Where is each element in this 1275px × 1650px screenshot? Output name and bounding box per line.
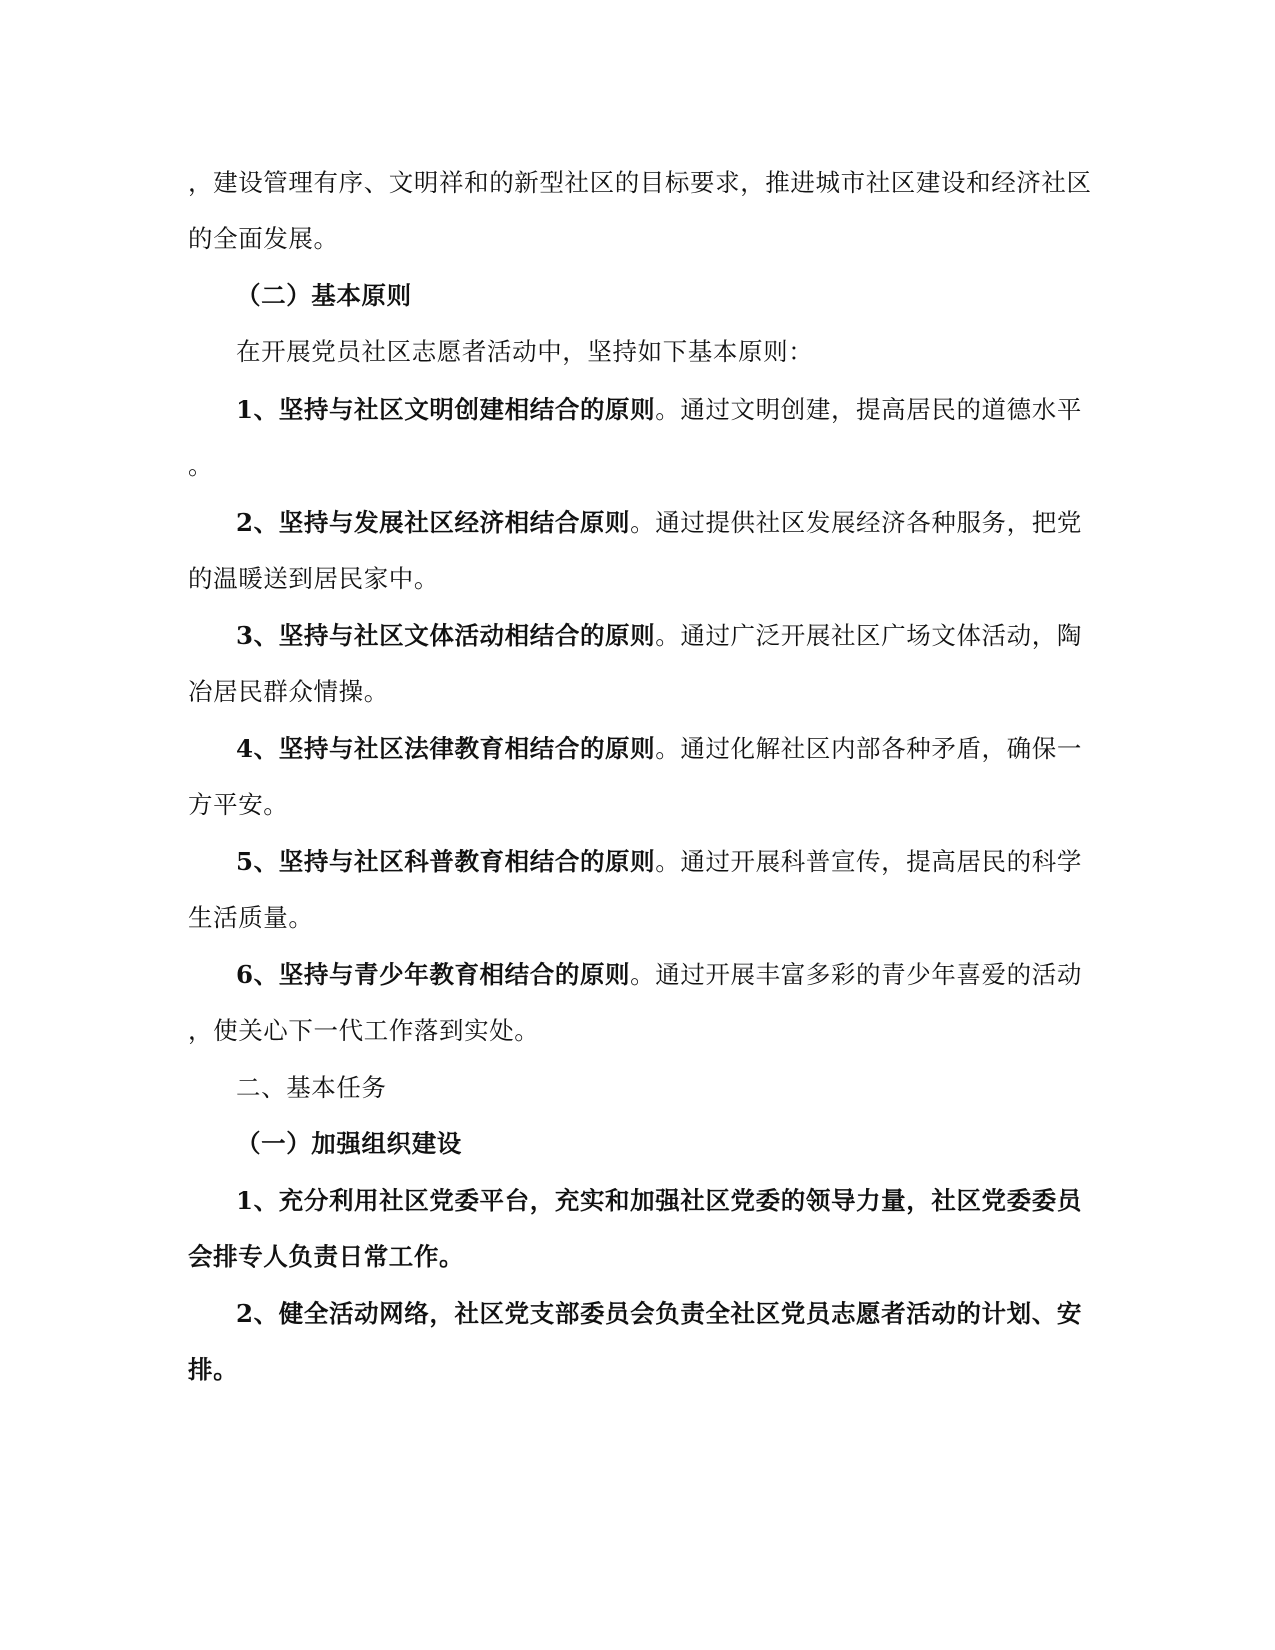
principle-4-line-1 <box>236 729 1082 769</box>
principle-3-title: 3、坚持与社区文体活动相结合的原则 <box>236 621 656 650</box>
principle-2-text: 。通过提供社区发展经济各种服务，把党 <box>630 508 1082 537</box>
principle-6-line-1 <box>236 955 1082 995</box>
principle-2-title: 2、坚持与发展社区经济相结合原则 <box>236 508 631 537</box>
principle-1-line-2: 。 <box>188 451 214 480</box>
principle-2-line-2: 的温暖送到居民家中。 <box>188 564 439 593</box>
section-heading-basic-principles: （二）基本原则 <box>236 281 412 310</box>
principle-6-title: 6、坚持与青少年教育相结合的原则 <box>236 960 631 989</box>
intro-line-2: 的全面发展。 <box>188 224 339 253</box>
intro-line-1: ，建设管理有序、文明祥和的新型社区的目标要求，推进城市社区建设和经济社区 <box>188 168 1092 197</box>
principle-4-text: 。通过化解社区内部各种矛盾，确保一 <box>655 734 1082 763</box>
principle-1-text: 。通过文明创建，提高居民的道德水平 <box>655 395 1082 424</box>
principles-intro: 在开展党员社区志愿者活动中，坚持如下基本原则： <box>236 337 814 366</box>
principle-5-title: 5、坚持与社区科普教育相结合的原则 <box>236 847 656 876</box>
principle-1-title: 1、坚持与社区文明创建相结合的原则 <box>236 395 656 424</box>
principle-5-text: 。通过开展科普宣传，提高居民的科学 <box>655 847 1082 876</box>
principle-6-line-2: ，使关心下一代工作落到实处。 <box>188 1016 540 1045</box>
principle-3-text: 。通过广泛开展社区广场文体活动，陶 <box>655 621 1082 650</box>
task-1-line-2: 会排专人负责日常工作。 <box>188 1242 465 1271</box>
principle-3-line-2: 冶居民群众情操。 <box>188 677 389 706</box>
principle-6-text: 。通过开展丰富多彩的青少年喜爱的活动 <box>630 960 1082 989</box>
task-2-line-1: 2、健全活动网络，社区党支部委员会负责全社区党员志愿者活动的计划、安 <box>236 1299 1082 1328</box>
principle-4-line-2: 方平安。 <box>188 790 289 819</box>
section-heading-basic-tasks: 二、基本任务 <box>236 1073 387 1102</box>
principle-5-line-1 <box>236 842 1082 882</box>
task-2-line-2: 排。 <box>188 1355 239 1384</box>
principle-4-title: 4、坚持与社区法律教育相结合的原则 <box>236 734 656 763</box>
principle-5-line-2: 生活质量。 <box>188 903 314 932</box>
subsection-heading-org: （一）加强组织建设 <box>236 1129 462 1158</box>
principle-2-line-1 <box>236 503 1082 543</box>
principle-1-line-1 <box>236 390 1082 430</box>
principle-3-line-1 <box>236 616 1082 656</box>
task-1-line-1: 1、充分利用社区党委平台，充实和加强社区党委的领导力量，社区党委委员 <box>236 1186 1082 1215</box>
